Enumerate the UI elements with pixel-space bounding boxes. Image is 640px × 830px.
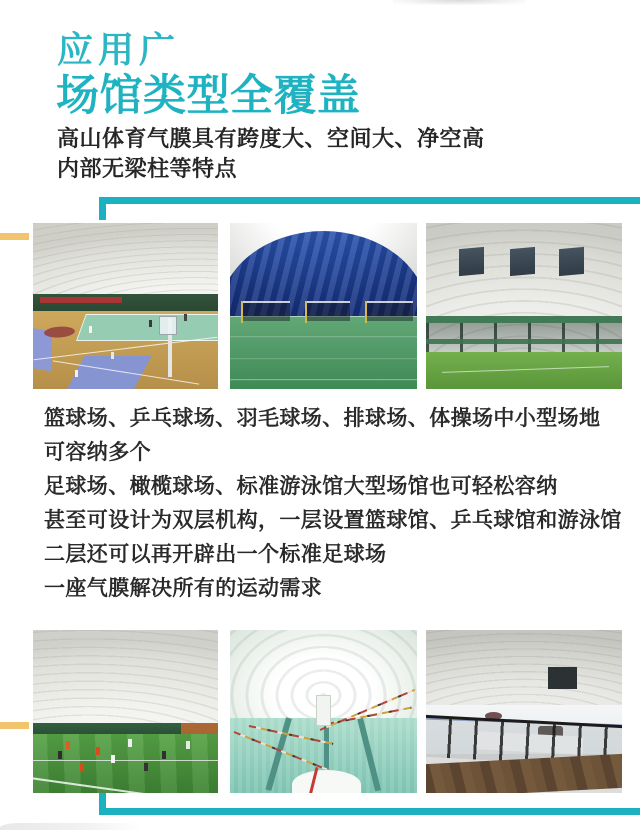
soccer-turf	[33, 734, 218, 793]
teal-bracket-bottom-horizontal	[99, 808, 640, 815]
mint-court-area	[76, 314, 218, 341]
platform-beam	[426, 316, 622, 323]
teal-bracket-top-horizontal	[99, 197, 640, 204]
teal-bracket-top-vertical	[99, 197, 106, 220]
net-post	[241, 301, 243, 323]
photo-blue-dome-courts	[230, 223, 417, 389]
red-banner	[40, 297, 121, 303]
paragraph-line-4: 甚至可设计为双层机构，一层设置篮球馆、乒乓球馆和游泳馆	[44, 509, 622, 532]
net-post	[305, 301, 307, 323]
paragraph-line-6: 一座气膜解决所有的运动需求	[44, 577, 323, 600]
photo-soccer-dome	[33, 630, 218, 793]
backboard	[159, 316, 178, 335]
photo-ice-rink-dome	[426, 630, 622, 793]
platform-underside	[426, 323, 622, 353]
dome-ceiling	[33, 630, 218, 725]
badminton-net	[241, 301, 290, 321]
orange-accent-bar-bottom	[0, 722, 29, 729]
intro-line-1: 高山体育气膜具有跨度大、空间大、净空高	[57, 126, 485, 151]
players	[89, 326, 92, 333]
badminton-net	[305, 301, 350, 321]
badminton-net	[365, 301, 414, 321]
top-edge-image-remnant	[393, 0, 525, 5]
intro-line-2: 内部无梁柱等特点	[57, 156, 238, 181]
kicker-text: 应用广	[57, 29, 181, 70]
scoreboard	[548, 667, 577, 688]
starting-block-tower	[316, 695, 331, 726]
intro-text	[57, 124, 485, 184]
photo-badminton-basketball-dome	[33, 223, 218, 389]
bottom-edge-image-remnant	[0, 823, 150, 830]
body-paragraph	[44, 402, 634, 606]
hanging-banner	[459, 247, 484, 276]
photo-pool-dome	[230, 630, 417, 793]
back-wall-orange-section	[181, 723, 218, 734]
court-lines	[230, 316, 417, 389]
field-line	[33, 760, 218, 761]
photo-dome-platform-turf	[426, 223, 622, 389]
orange-accent-bar-top	[0, 233, 29, 240]
platform-beam-lower	[426, 339, 622, 344]
dome-ceiling	[33, 223, 218, 296]
paragraph-line-3: 足球场、橄榄球场、标准游泳馆大型场馆也可轻松容纳	[44, 475, 558, 498]
hanging-banner	[510, 247, 535, 276]
paragraph-line-2: 可容纳多个	[44, 441, 151, 464]
players	[66, 741, 70, 749]
paragraph-line-5: 二层还可以再开辟出一个标准足球场	[44, 543, 387, 566]
page-title: 场馆类型全覆盖	[56, 72, 361, 120]
paragraph-line-1: 篮球场、乒乓球场、羽毛球场、排球场、体操场中小型场地	[44, 407, 601, 430]
net-post	[365, 301, 367, 323]
wood-deck	[426, 753, 622, 793]
dome-ceiling	[426, 630, 622, 715]
hanging-banner	[559, 247, 584, 276]
inflatable-edge	[292, 770, 361, 793]
